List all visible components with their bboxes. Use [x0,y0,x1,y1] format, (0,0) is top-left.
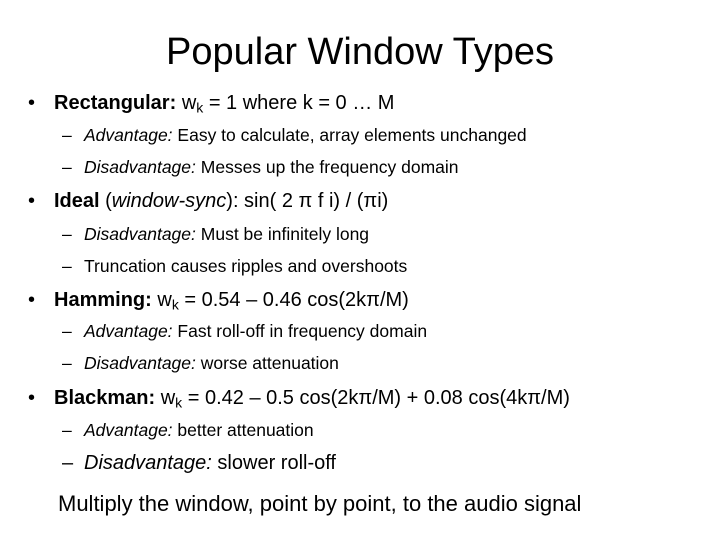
bullet-ideal [28,188,388,214]
paren-close: ): sin( 2 π f i) / (πi) [226,190,389,212]
sub-item-tag: Disadvantage: [84,353,196,373]
sub-item-disadvantage [62,155,459,179]
sub-item-text: Messes up the frequency domain [195,157,459,177]
formula-prefix: w [181,92,197,114]
bullet-label: Hamming: [54,289,152,311]
dash-marker: – [62,452,74,474]
dash-marker: – [62,125,72,145]
formula-rest: = 0.54 – 0.46 cos(2kπ/M) [178,289,409,311]
slide-title: Popular Window Types [166,31,554,73]
sub-item-tag: Disadvantage: [84,157,196,177]
bullet-label: Blackman: [54,387,156,409]
footer-note: Multiply the window, point by point, to the audio signal [58,491,582,516]
dash-marker: – [62,157,72,177]
formula-prefix: w [160,387,176,409]
sub-item-text: worse attenuation [195,353,339,373]
sub-item-tag: Disadvantage: [84,452,212,474]
formula-subscript: k [171,296,179,313]
dash-marker: – [62,353,72,373]
bullet-rectangular [28,90,394,116]
sub-item-disadvantage [62,450,336,476]
bullet-dot: • [28,92,36,114]
sub-item-advantage [62,319,427,343]
paren-italic: window-sync [111,190,227,212]
sub-item-text: Must be infinitely long [195,224,370,244]
formula-prefix: w [157,289,172,311]
dash-marker: – [62,321,72,341]
dash-marker: – [62,224,72,244]
dash-marker: – [62,256,72,276]
sub-item-disadvantage [62,351,339,375]
sub-item-text: better attenuation [172,420,314,440]
sub-item-tag: Advantage: [84,125,173,145]
sub-item-advantage [62,123,527,147]
bullet-blackman [28,385,570,411]
dash-marker: – [62,420,72,440]
formula-rest: = 1 where k = 0 … M [203,92,395,114]
sub-item-tag: Advantage: [84,420,173,440]
bullet-hamming [28,287,409,313]
bullet-label: Ideal [54,190,100,212]
sub-item-text: Fast roll-off in frequency domain [172,321,428,341]
bullet-dot: • [28,387,36,409]
sub-item-disadvantage [62,222,369,246]
formula-subscript: k [175,394,183,411]
bullet-dot: • [28,289,36,311]
sub-item-advantage [62,418,314,442]
sub-item-text: Easy to calculate, array elements unchanged [172,125,527,145]
formula-subscript: k [196,99,204,116]
bullet-label: Rectangular: [54,92,177,114]
sub-item-tag: Advantage: [84,321,173,341]
sub-item-note [62,254,407,278]
paren-open: ( [99,190,112,212]
sub-item-tag: Disadvantage: [84,224,196,244]
formula-rest: = 0.42 – 0.5 cos(2kπ/M) + 0.08 cos(4kπ/M) [182,387,570,409]
bullet-dot: • [28,190,36,212]
sub-item-text: Truncation causes ripples and overshoots [84,256,408,276]
sub-item-text: slower roll-off [211,452,336,474]
